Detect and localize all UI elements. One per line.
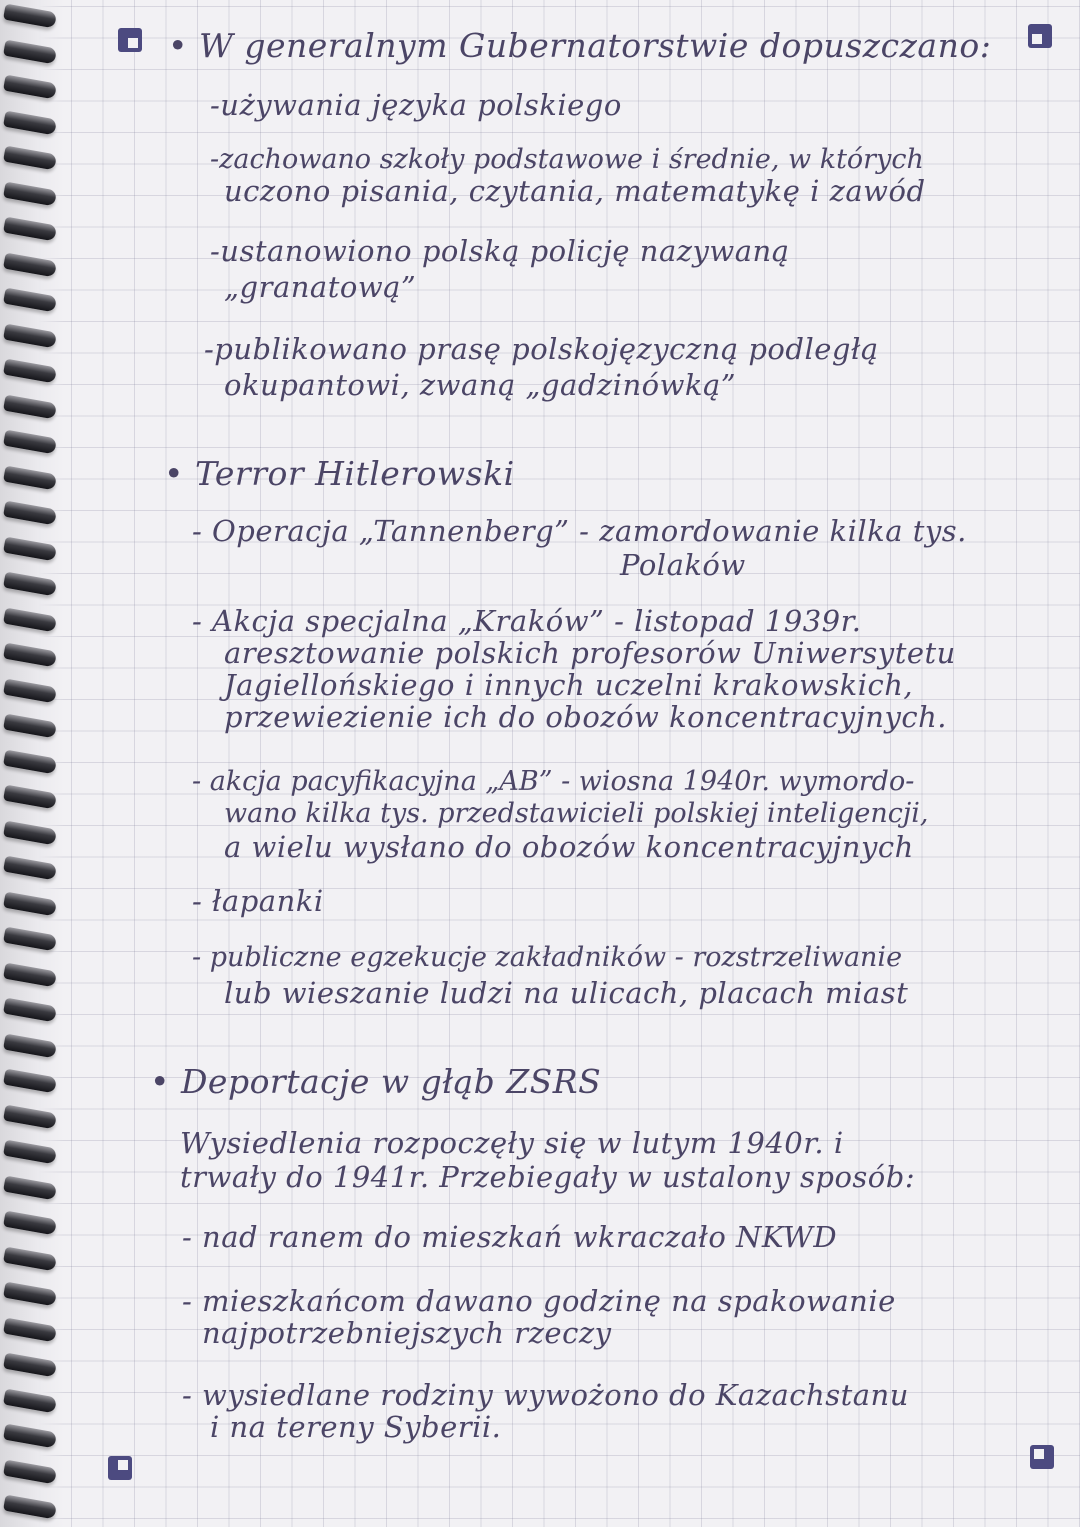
list-item: Wysiedlenia rozpoczęły się w lutym 1940r. i (180, 1126, 844, 1160)
spiral-coil (3, 1033, 57, 1058)
list-item: uczono pisania, czytania, matematykę i zawód (224, 174, 926, 208)
spiral-coil (3, 749, 57, 774)
spiral-coil (3, 252, 57, 277)
corner-marker-bottom-left (108, 1456, 132, 1480)
spiral-coil (3, 181, 57, 206)
spiral-coil (3, 1459, 57, 1484)
list-item: wano kilka tys. przedstawicieli polskiej inteligencji, (224, 798, 929, 829)
spiral-coil (3, 820, 57, 845)
spiral-coil (3, 1140, 57, 1165)
list-item: -używania języka polskiego (210, 88, 622, 122)
spiral-coil (3, 4, 57, 29)
spiral-coil (3, 1353, 57, 1378)
section-heading-terror: • Terror Hitlerowski (164, 454, 515, 493)
list-item: - akcja pacyfikacyjna „AB” - wiosna 1940r. wymordo- (192, 766, 915, 797)
spiral-coil (3, 1175, 57, 1200)
spiral-coil (3, 1424, 57, 1449)
spiral-coil (3, 430, 57, 455)
spiral-coil (3, 465, 57, 490)
spiral-coil (3, 962, 57, 987)
spiral-coil (3, 643, 57, 668)
spiral-binding (0, 0, 64, 1527)
spiral-coil (3, 501, 57, 526)
spiral-coil (3, 1388, 57, 1413)
spiral-coil (3, 607, 57, 632)
list-item: - wysiedlane rodziny wywożono do Kazachstanu (182, 1378, 909, 1412)
list-item: - łapanki (192, 884, 324, 918)
list-item: najpotrzebniejszych rzeczy (202, 1316, 612, 1350)
list-item: a wielu wysłano do obozów koncentracyjnych (224, 830, 914, 864)
corner-marker-top-left (118, 28, 142, 52)
spiral-coil (3, 110, 57, 135)
list-item: okupantowi, zwaną „gadzinówką” (224, 368, 737, 402)
spiral-coil (3, 323, 57, 348)
spiral-coil (3, 359, 57, 384)
list-item: - nad ranem do mieszkań wkraczało NKWD (182, 1220, 838, 1254)
list-item: - Akcja specjalna „Kraków” - listopad 1939r. (192, 604, 862, 638)
spiral-coil (3, 1211, 57, 1236)
list-item: przewiezienie ich do obozów koncentracyjnych. (224, 700, 948, 734)
spiral-coil (3, 394, 57, 419)
spiral-coil (3, 927, 57, 952)
spiral-coil (3, 856, 57, 881)
spiral-coil (3, 891, 57, 916)
list-item: -ustanowiono polską policję nazywaną (210, 234, 790, 268)
list-item: - mieszkańcom dawano godzinę na spakowanie (182, 1284, 896, 1318)
list-item: aresztowanie polskich profesorów Uniwersytetu (224, 636, 956, 670)
list-item: lub wieszanie ludzi na ulicach, placach miast (224, 976, 909, 1010)
list-item: „granatową” (224, 270, 417, 304)
spiral-coil (3, 678, 57, 703)
spiral-coil (3, 1317, 57, 1342)
spiral-coil (3, 1282, 57, 1307)
spiral-coil (3, 714, 57, 739)
notebook-page (150, 14, 1070, 1514)
spiral-coil (3, 1069, 57, 1094)
spiral-coil (3, 75, 57, 100)
spiral-coil (3, 572, 57, 597)
spiral-coil (3, 217, 57, 242)
spiral-coil (3, 1104, 57, 1129)
spiral-coil (3, 536, 57, 561)
list-item: - Operacja „Tannenberg” - zamordowanie kilka tys. (192, 514, 967, 548)
list-item: - publiczne egzekucje zakładników - rozstrzeliwanie (192, 942, 903, 973)
spiral-coil (3, 998, 57, 1023)
list-item: i na tereny Syberii. (210, 1410, 502, 1444)
list-item: Polaków (620, 548, 746, 582)
spiral-coil (3, 146, 57, 171)
list-item: trwały do 1941r. Przebiegały w ustalony sposób: (180, 1160, 916, 1194)
section-heading-general-government: • W generalnym Gubernatorstwie dopuszczano: (168, 26, 992, 65)
list-item: Jagiellońskiego i innych uczelni krakowskich, (224, 668, 914, 702)
spiral-coil (3, 1246, 57, 1271)
list-item: -zachowano szkoły podstawowe i średnie, w których (210, 144, 924, 175)
spiral-coil (3, 39, 57, 64)
section-heading-deportations: • Deportacje w głąb ZSRS (150, 1062, 602, 1101)
spiral-coil (3, 288, 57, 313)
spiral-coil (3, 1495, 57, 1520)
spiral-coil (3, 785, 57, 810)
list-item: -publikowano prasę polskojęzyczną podległą (204, 332, 879, 366)
